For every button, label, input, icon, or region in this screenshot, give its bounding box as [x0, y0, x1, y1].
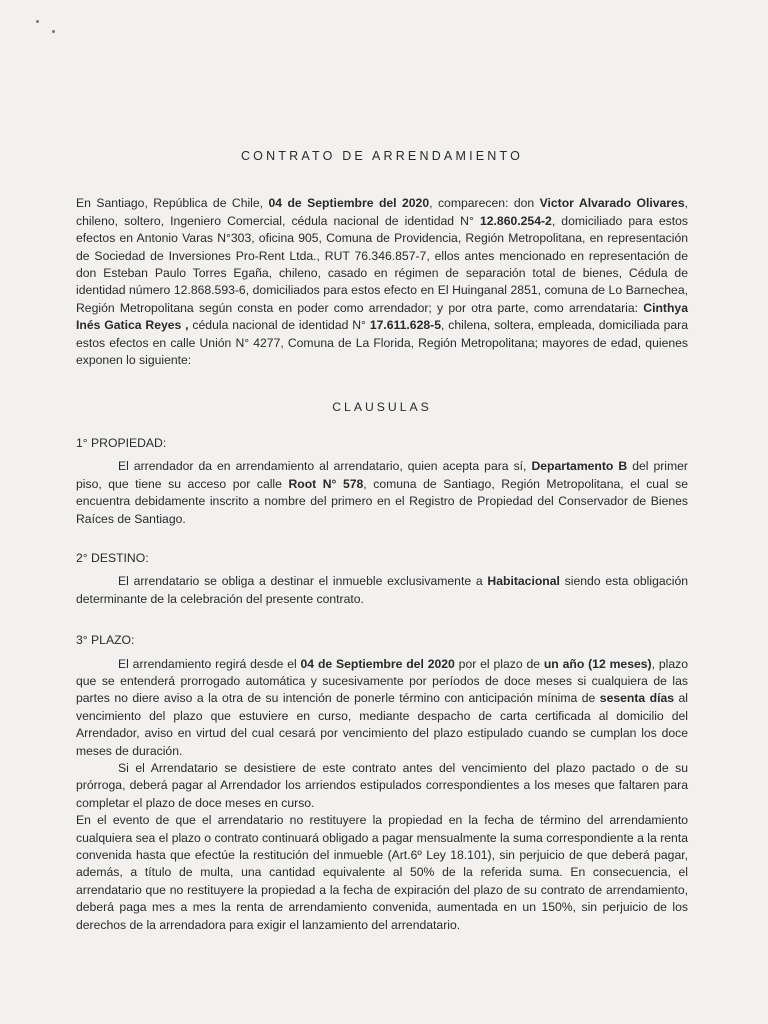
- clause-3-paragraph-2: Si el Arrendatario se desistiere de este contrato antes del vencimiento del plazo pactado o de su prórroga, deberá pagar al Arrendador los arriendos estipulados correspondientes a los meses que faltaren para completar el plazo de doce meses en curso.: [76, 760, 688, 810]
- property-use: Habitacional: [487, 574, 560, 589]
- clause-1-text-3: , comuna de Santiago, Región Metropolitana, el cual se encuentra debidamente inscrito a nombre del primero en el Registro de Propiedad del Conservador de Bienes Raíces de Santiago.: [76, 476, 688, 526]
- intro-text-4: , domiciliado para estos efectos en Antonio Varas N°303, oficina 905, Comuna de Providencia, Región Metropolitana, en representación de Sociedad de Inversiones Pro-Rent Ltda., RUT 76.346.857-7, ellos antes mencionado en representación de don Esteban Paulo Torres Egaña, chileno, casado en régimen de separación total de bienes, Cédula de identidad número 12.868.593-6, domiciliados para estos efecto en El Huinganal 2851, comuna de Lo Barnechea, Región Metropolitana según consta en poder como arrendador; y por otra parte, como arrendataria:: [76, 213, 688, 315]
- tenant-id: 17.611.628-5: [369, 318, 441, 333]
- scan-speck: [52, 30, 55, 33]
- property-unit: Departamento B: [531, 459, 628, 474]
- clause-1-heading: 1° PROPIEDAD:: [76, 435, 167, 450]
- clause-3-heading: 3° PLAZO:: [76, 633, 135, 648]
- intro-text-1: En Santiago, República de Chile,: [76, 196, 269, 211]
- contract-date: 04 de Septiembre del 2020: [268, 196, 430, 211]
- lessor-representative-name: Victor Alvarado Olivares: [539, 196, 685, 211]
- clause-3-text-2: por el plazo de: [454, 656, 544, 671]
- intro-text-2: , comparecen: don: [429, 196, 540, 211]
- contract-document: [76, 140, 688, 934]
- tenant-name: Cinthya Inés Gatica Reyes ,: [76, 300, 688, 333]
- clause-2-text: [76, 573, 688, 608]
- clause-3-text-1: El arrendamiento regirá desde el: [118, 656, 301, 671]
- intro-paragraph: [76, 195, 688, 369]
- clause-1-text: [76, 458, 688, 528]
- notice-period: sesenta días: [599, 691, 675, 706]
- lessor-representative-id: 12.860.254-2: [479, 213, 552, 228]
- clause-2-heading: 2° DESTINO:: [76, 550, 149, 565]
- intro-text-6: , chilena, soltera, empleada, domiciliada para estos efectos en calle Unión N° 4277, Comuna de La Florida, Región Metropolitana; mayores de edad, quienes exponen lo siguiente:: [76, 318, 688, 368]
- clause-2-text-1: El arrendatario se obliga a destinar el inmueble exclusivamente a: [118, 574, 488, 589]
- clause-1-text-1: El arrendador da en arrendamiento al arrendatario, quien acepta para sí,: [118, 459, 532, 474]
- term-length: un año (12 meses): [543, 656, 652, 671]
- clause-3-paragraph-3: En el evento de que el arrendatario no restituyere la propiedad en la fecha de término del arrendamiento cualquiera sea el plazo o contrato continuará obligado a pagar mensualmente la suma correspondiente a la renta convenida hasta que efectúe la restitución del inmueble (Art.6º Ley 18.101), sin perjuicio de que deberá pagar, además, a título de multa, una cantidad equivalente al 50% de la referida suma. En consecuencia, el arrendatario que no restituyere la propiedad a la fecha de expiración del plazo de su contrato de arrendamiento, deberá paga mes a mes la renta de arrendamiento convenida, aumentada en un 150%, sin perjuicio de los derechos de la arrendadora para exigir el lanzamiento del arrendatario.: [76, 813, 688, 932]
- scan-speck: [36, 20, 39, 23]
- clause-3-paragraph-1: [76, 656, 688, 760]
- document-title: CONTRATO DE ARRENDAMIENTO: [240, 149, 524, 163]
- clause-1-text-2: del primer piso, que tiene su acceso por calle: [76, 459, 688, 491]
- intro-text-3: , chileno, soltero, Ingeniero Comercial, cédula nacional de identidad N°: [76, 196, 688, 228]
- clause-2-text-2: siendo esta obligación determinante de la celebración del presente contrato.: [76, 574, 689, 606]
- start-date: 04 de Septiembre del 2020: [300, 656, 455, 671]
- clause-3-text-4: al vencimiento del plazo que estuviere en curso, mediante despacho de carta certificada al domicilio del Arrendador, aviso en virtud del cual cesará por vencimiento del plazo estipulado cuando se cumplan los doce meses de duración.: [76, 691, 689, 758]
- property-address: Root N° 578: [288, 476, 364, 491]
- intro-text-5: cédula nacional de identidad N°: [188, 318, 370, 333]
- clause-3-text-3: , plazo que se entenderá prorrogado automática y sucesivamente por períodos de doce meses si cualquiera de las partes no diere aviso a la otra de su intención de ponerle término con anticipación mínima de: [76, 656, 688, 706]
- clauses-heading: CLAUSULAS: [332, 400, 432, 415]
